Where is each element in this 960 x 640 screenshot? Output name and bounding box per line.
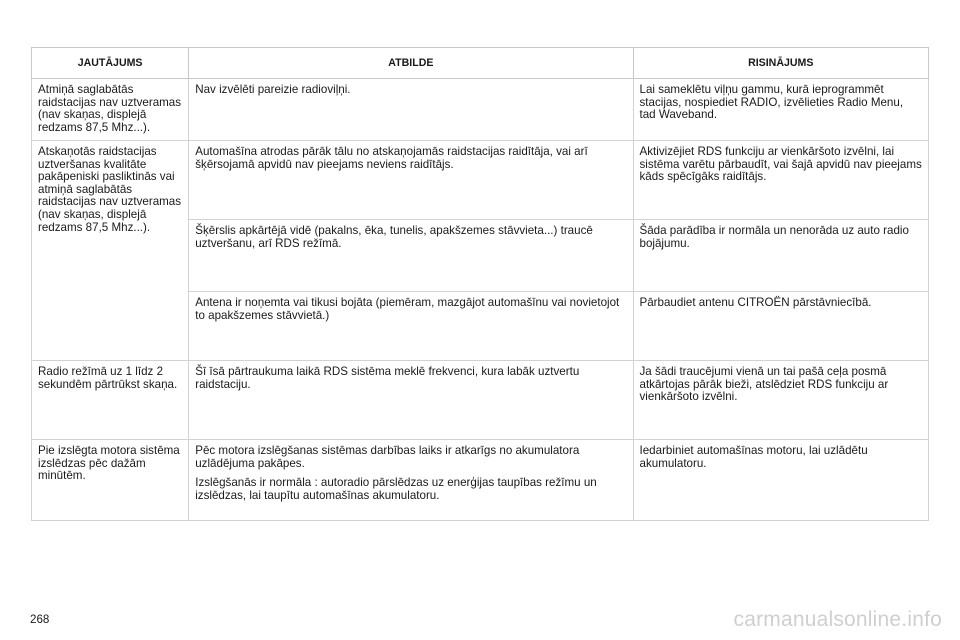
question-cell: Pie izslēgta motora sistēma izslēdzas pēc dažām minūtēm.	[32, 440, 189, 521]
solution-cell: Šāda parādība ir normāla un nenorāda uz auto radio bojājumu.	[633, 220, 929, 292]
answer-cell: Šķērslis apkārtējā vidē (pakalns, ēka, tunelis, apakšzemes stāvvieta...) traucē uztveršanu, arī RDS režīmā.	[189, 220, 633, 292]
table-row	[32, 440, 929, 521]
question-cell: Atskaņotās raidstacijas uztveršanas kvalitāte pakāpeniski pasliktinās vai atmiņā saglabātās raidstacijas nav uztveramas (nav skaņas, displejā redzams 87,5 Mhz...).	[32, 141, 189, 361]
solution-cell: Lai sameklētu viļņu gammu, kurā ieprogrammēt stacijas, nospiediet RADIO, izvēlieties Radio Menu, tad Waveband.	[633, 79, 929, 141]
header-solution: RISINĀJUMS	[633, 48, 929, 79]
solution-cell: Iedarbiniet automašīnas motoru, lai uzlādētu akumulatoru.	[633, 440, 929, 521]
answer-cell: Automašīna atrodas pārāk tālu no atskaņojamās raidstacijas raidītāja, vai arī šķērsojamā apvidū nav pieejams neviens raidītājs.	[189, 141, 633, 220]
page-number: 268	[30, 613, 50, 626]
watermark: carmanualsonline.info	[733, 608, 942, 631]
answer-paragraph: Izslēgšanās ir normāla : autoradio pārslēdzas uz enerģijas taupības režīmu un izslēdzas, lai taupītu automašīnas akumulatoru.	[195, 476, 597, 502]
question-cell: Radio režīmā uz 1 līdz 2 sekundēm pārtrūkst skaņa.	[32, 361, 189, 440]
table-row	[32, 141, 929, 220]
table-row	[32, 79, 929, 141]
solution-cell: Pārbaudiet antenu CITROËN pārstāvniecībā.	[633, 292, 929, 361]
troubleshooting-table	[31, 47, 929, 521]
table-row	[32, 361, 929, 440]
header-answer: ATBILDE	[189, 48, 633, 79]
table-header-row	[32, 48, 929, 79]
header-question: JAUTĀJUMS	[32, 48, 189, 79]
question-cell: Atmiņā saglabātās raidstacijas nav uztveramas (nav skaņas, displejā redzams 87,5 Mhz...).	[32, 79, 189, 141]
answer-cell: Šī īsā pārtraukuma laikā RDS sistēma meklē frekvenci, kura labāk uztvertu raidstaciju.	[189, 361, 633, 440]
solution-cell: Aktivizējiet RDS funkciju ar vienkāršoto izvēlni, lai sistēma varētu pārbaudīt, vai šajā apvidū nav pieejams kāds spēcīgāks raidītājs.	[633, 141, 929, 220]
solution-cell: Ja šādi traucējumi vienā un tai pašā ceļa posmā atkārtojas pārāk bieži, atslēdziet RDS funkciju ar vienkāršoto izvēlni.	[633, 361, 929, 440]
answer-paragraph: Pēc motora izslēgšanas sistēmas darbības laiks ir atkarīgs no akumulatora uzlādējuma pakāpes.	[195, 444, 580, 470]
answer-cell: Nav izvēlēti pareizie radioviļņi.	[189, 79, 633, 141]
answer-cell: Antena ir noņemta vai tikusi bojāta (piemēram, mazgājot automašīnu vai novietojot to apakšzemes stāvvietā.)	[189, 292, 633, 361]
answer-cell	[189, 440, 633, 521]
